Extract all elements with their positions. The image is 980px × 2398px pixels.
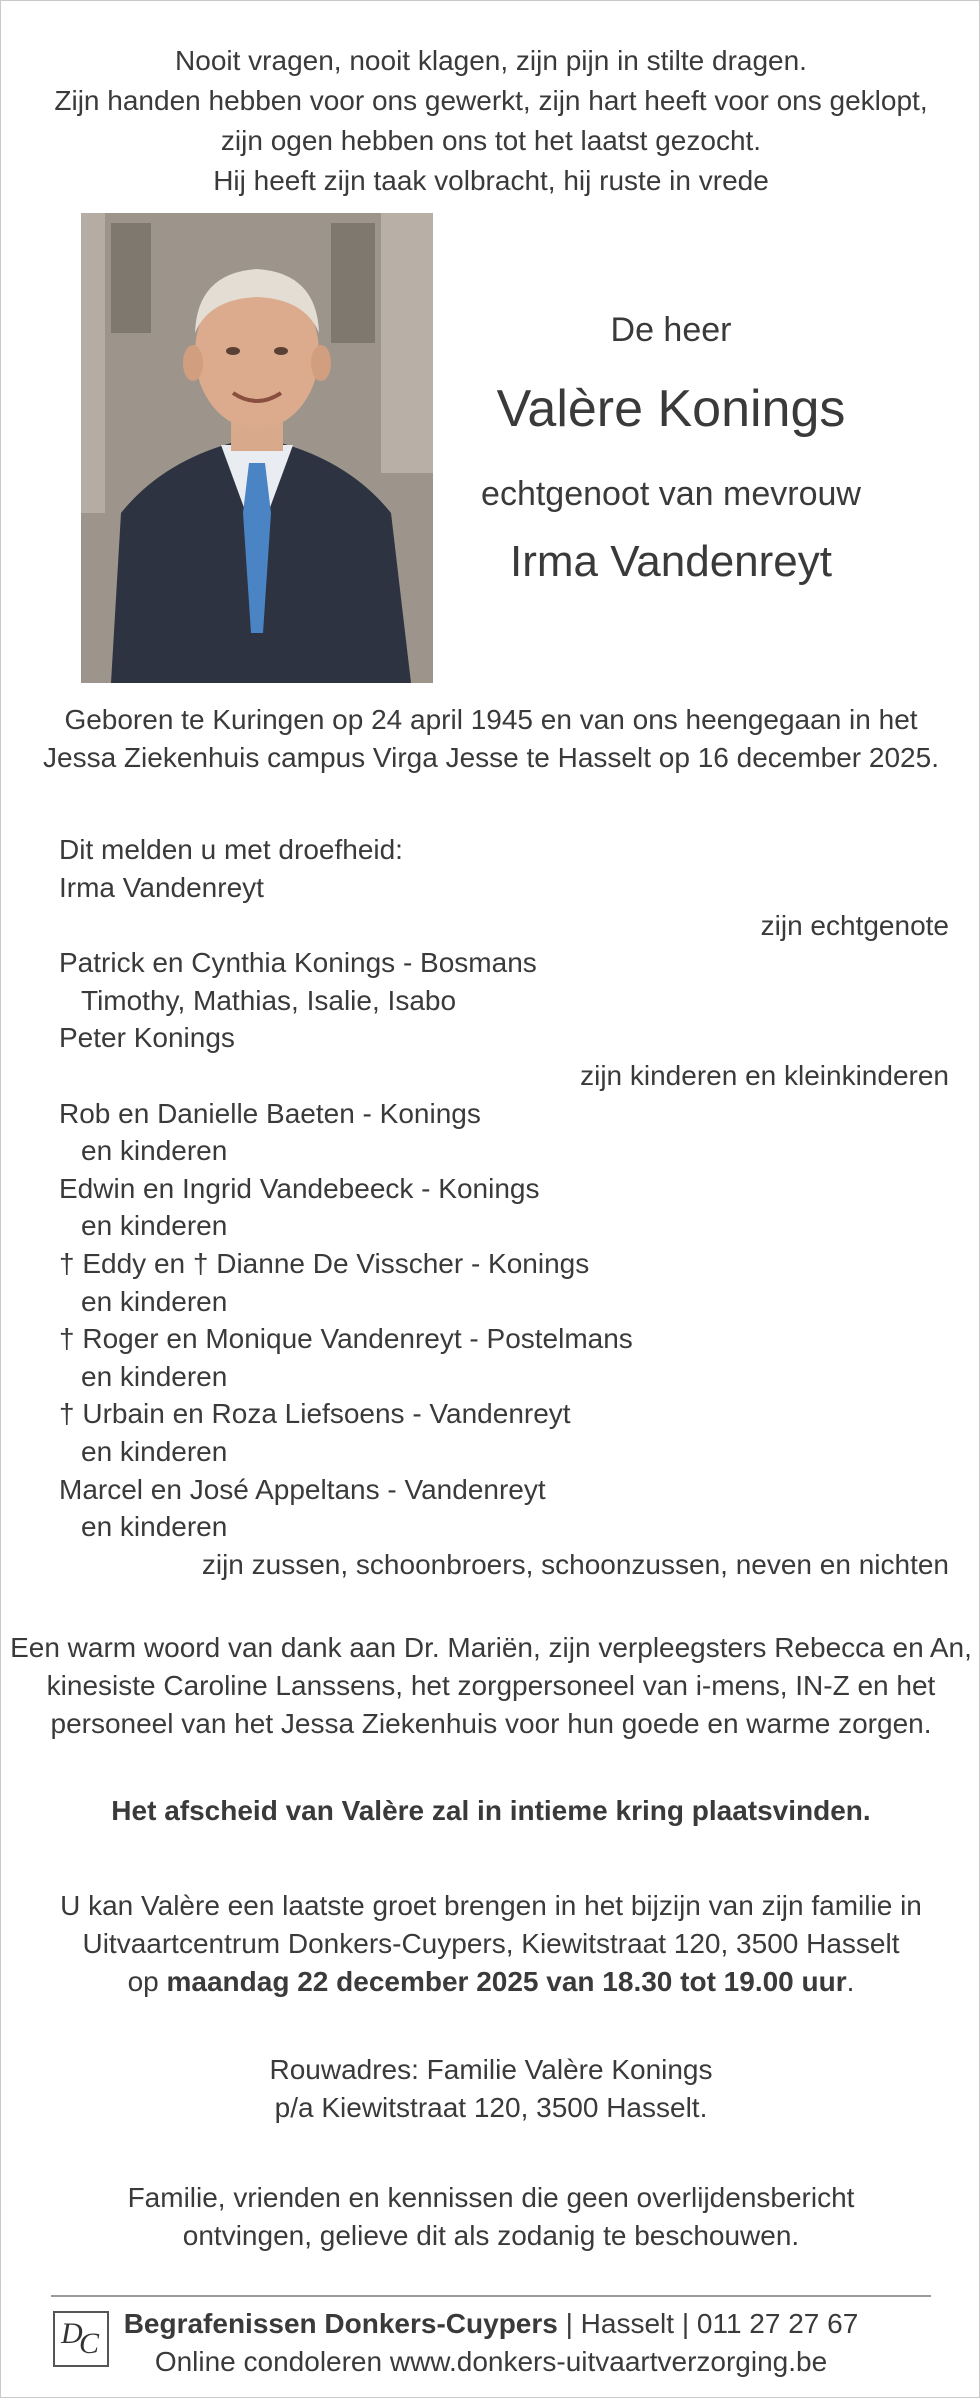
family-row: en kinderen bbox=[81, 1360, 228, 1392]
mourning-address bbox=[1, 2051, 980, 2127]
family-row: en kinderen bbox=[81, 1135, 228, 1167]
family-row: Edwin en Ingrid Vandebeeck - Konings bbox=[59, 1172, 540, 1204]
salutation: De heer bbox=[610, 311, 732, 349]
family-row: † Eddy en † Dianne De Visscher - Konings bbox=[59, 1248, 590, 1279]
address-line: p/a Kiewitstraat 120, 3500 Hasselt. bbox=[274, 2092, 708, 2123]
farewell-statement: Het afscheid van Valère zal in intieme kring plaatsvinden. bbox=[111, 1795, 871, 1826]
poem-line: Zijn handen hebben voor ons gewerkt, zijn hart heeft voor ons geklopt, bbox=[54, 85, 928, 116]
thanks-line: personeel van het Jessa Ziekenhuis voor hun goede en warme zorgen. bbox=[50, 1708, 932, 1739]
visit-suffix: . bbox=[846, 1966, 855, 1997]
family-row: Peter Konings bbox=[59, 1022, 235, 1054]
family-row: Irma Vandenreyt bbox=[59, 872, 264, 903]
thanks-line: kinesiste Caroline Lanssens, het zorgpersoneel van i-mens, IN-Z en het bbox=[46, 1670, 936, 1701]
family-row: Rob en Danielle Baeten - Konings bbox=[59, 1097, 481, 1129]
footer-divider bbox=[51, 2295, 931, 2297]
family-row: en kinderen bbox=[81, 1436, 228, 1467]
visit-line: U kan Valère een laatste groet brengen in het bijzijn van zijn familie in bbox=[60, 1890, 922, 1921]
thanks-paragraph bbox=[1, 1629, 980, 1743]
funeral-home-contact: | Hasselt | 011 27 27 67 bbox=[557, 2308, 859, 2339]
online-condolence-link[interactable]: Online condoleren www.donkers-uitvaartverzorging.be bbox=[154, 2346, 828, 2377]
family-row: en kinderen bbox=[81, 1511, 228, 1543]
poem-line: Hij heeft zijn taak volbracht, hij ruste in vrede bbox=[213, 165, 769, 196]
visit-datetime: maandag 22 december 2025 van 18.30 tot 19.00 uur bbox=[166, 1966, 847, 1997]
family-row: en kinderen bbox=[81, 1285, 228, 1317]
funeral-home-line bbox=[1, 2305, 980, 2343]
family-row: Timothy, Mathias, Isalie, Isabo bbox=[81, 984, 457, 1016]
family-intro: Dit melden u met droefheid: bbox=[59, 834, 403, 865]
logo-letter-c: C bbox=[79, 2327, 100, 2360]
portrait-photo bbox=[81, 213, 433, 683]
memorial-poem bbox=[1, 41, 980, 201]
birth-death-info bbox=[1, 701, 980, 777]
birth-line: Geboren te Kuringen op 24 april 1945 en van ons heengegaan in het bbox=[64, 704, 918, 735]
funeral-home-name: Begrafenissen Donkers-Cuypers bbox=[123, 2308, 558, 2339]
spouse-label: echtgenoot van mevrouw bbox=[481, 475, 861, 513]
spouse-name: Irma Vandenreyt bbox=[509, 537, 832, 586]
poem-line: Nooit vragen, nooit klagen, zijn pijn in stilte dragen. bbox=[175, 45, 807, 76]
visit-prefix: op bbox=[127, 1966, 159, 1997]
poem-line: zijn ogen hebben ons tot het laatst gezocht. bbox=[220, 125, 762, 156]
family-row: zijn echtgenote bbox=[760, 909, 949, 941]
family-row: Patrick en Cynthia Konings - Bosmans bbox=[59, 947, 537, 979]
notice-line: Familie, vrienden en kennissen die geen overlijdensbericht bbox=[127, 2182, 855, 2213]
family-row: † Roger en Monique Vandenreyt - Postelmans bbox=[59, 1323, 633, 1355]
family-row: zijn kinderen en kleinkinderen bbox=[580, 1060, 949, 1091]
deceased-name: Valère Konings bbox=[496, 380, 846, 438]
birth-line: Jessa Ziekenhuis campus Virga Jesse te Hasselt op 16 december 2025. bbox=[43, 742, 939, 773]
logo-letter-d: D bbox=[61, 2317, 83, 2350]
family-row: en kinderen bbox=[81, 1210, 228, 1242]
address-line: Rouwadres: Familie Valère Konings bbox=[269, 2054, 713, 2085]
visitation-info bbox=[1, 1887, 980, 2001]
notice-line: ontvingen, gelieve dit als zodanig te beschouwen. bbox=[182, 2220, 800, 2251]
family-row: zijn zussen, schoonbroers, schoonzussen, neven en nichten bbox=[201, 1548, 949, 1580]
family-row: Marcel en José Appeltans - Vandenreyt bbox=[59, 1473, 546, 1505]
thanks-line: Een warm woord van dank aan Dr. Mariën, zijn verpleegsters Rebecca en An, bbox=[10, 1632, 972, 1663]
visit-line: Uitvaartcentrum Donkers-Cuypers, Kiewitstraat 120, 3500 Hasselt bbox=[82, 1928, 900, 1959]
notice-paragraph bbox=[1, 2179, 980, 2255]
visit-datetime-line bbox=[1, 1963, 980, 2001]
family-row: † Urbain en Roza Liefsoens - Vandenreyt bbox=[59, 1398, 571, 1430]
